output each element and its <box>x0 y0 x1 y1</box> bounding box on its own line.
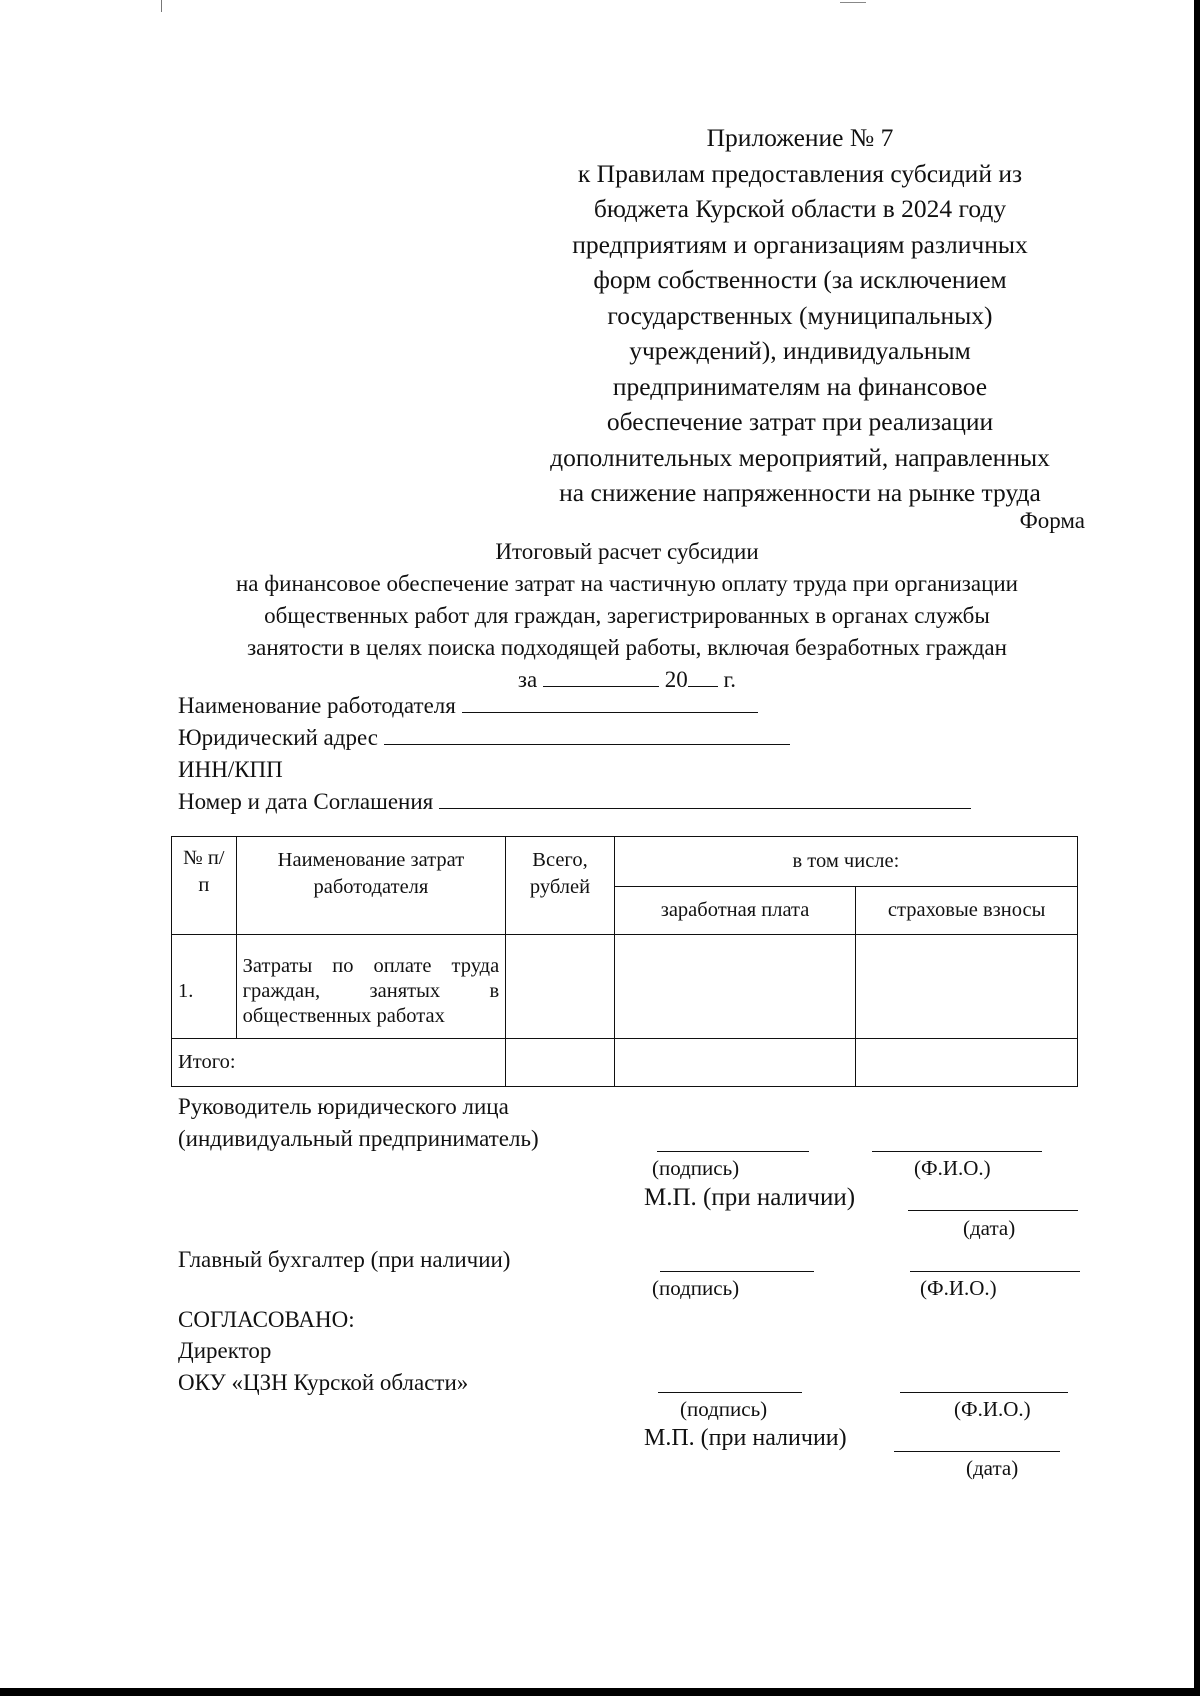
appendix-header <box>520 120 1080 511</box>
total-insurance-cell[interactable] <box>856 1039 1078 1087</box>
table-row <box>172 935 1078 1039</box>
accountant-signature-line[interactable] <box>660 1271 814 1272</box>
director-signature-caption: (подпись) <box>680 1397 768 1421</box>
head-title-line1: Руководитель юридического лица <box>178 1094 509 1119</box>
scan-border-right <box>1194 0 1200 1696</box>
scan-mark <box>840 2 866 3</box>
head-signature-line[interactable] <box>657 1151 809 1152</box>
row-salary-cell[interactable] <box>614 935 856 1039</box>
director-title: Директор <box>178 1338 272 1363</box>
accountant-fio-line[interactable] <box>910 1271 1080 1272</box>
agreement-label: Номер и дата Соглашения <box>178 789 434 814</box>
appendix-line: предприятиям и организациям различных <box>572 229 1028 259</box>
heading-line: на финансовое обеспечение затрат на частичную оплату труда при организации <box>236 571 1018 596</box>
col-number-header: № п/п <box>172 837 237 935</box>
row-number: 1. <box>172 935 237 1039</box>
row-insurance-cell[interactable] <box>856 935 1078 1039</box>
employer-label: Наименование работодателя <box>178 693 456 718</box>
address-field[interactable] <box>384 722 790 745</box>
appendix-line: обеспечение затрат при реализации <box>606 407 994 436</box>
appendix-line: дополнительных мероприятий, направленных <box>550 442 1050 472</box>
row-cost-name: Затраты по оплате труда граждан, занятых в общественных работах <box>236 935 506 1039</box>
agreement-row <box>178 786 971 818</box>
inn-row <box>178 754 971 786</box>
scan-border-bottom <box>0 1688 1200 1696</box>
appendix-line: бюджета Курской области в 2024 году <box>593 194 1007 223</box>
director-signature-line[interactable] <box>658 1392 802 1393</box>
appendix-title: Приложение № 7 <box>706 123 894 152</box>
accountant-title: Главный бухгалтер (при наличии) <box>178 1247 511 1272</box>
heading-title: Итоговый расчет субсидии <box>495 539 759 564</box>
scan-mark <box>161 0 162 12</box>
appendix-line: к Правилам предоставления субсидий из <box>577 158 1023 188</box>
head-date-caption: (дата) <box>963 1216 1016 1240</box>
organization-name: ОКУ «ЦЗН Курской области» <box>178 1370 469 1395</box>
director-date-line[interactable] <box>894 1451 1060 1452</box>
col-insurance-header: страховые взносы <box>856 887 1078 935</box>
col-name-header: Наименование затрат работодателя <box>236 837 506 935</box>
form-label: Форма <box>1019 508 1085 533</box>
row-total-cell[interactable] <box>506 935 615 1039</box>
appendix-line: форм собственности (за исключением <box>593 265 1007 294</box>
head-date-line[interactable] <box>908 1210 1078 1211</box>
director-stamp: М.П. (при наличии) <box>644 1425 847 1451</box>
employer-fields <box>178 690 971 818</box>
total-sum-cell[interactable] <box>506 1039 615 1087</box>
appendix-line: предпринимателям на финансовое <box>612 371 988 401</box>
accountant-signature-caption: (подпись) <box>652 1276 740 1300</box>
inn-label: ИНН/КПП <box>178 757 283 782</box>
cost-table <box>171 836 1078 1087</box>
appendix-line: на снижение напряженности на рынке труда <box>559 478 1041 507</box>
col-salary-header: заработная плата <box>614 887 856 935</box>
period-year-field[interactable] <box>688 664 718 687</box>
director-fio-caption: (Ф.И.О.) <box>954 1397 1031 1421</box>
address-label: Юридический адрес <box>178 725 378 750</box>
period-year-prefix: 20 <box>664 667 688 692</box>
heading-line: занятости в целях поиска подходящей работы, включая безработных граждан <box>247 635 1007 660</box>
head-signature-caption: (подпись) <box>652 1156 740 1180</box>
document-heading <box>170 536 1084 696</box>
director-fio-line[interactable] <box>900 1392 1068 1393</box>
head-stamp: М.П. (при наличии) <box>644 1184 856 1211</box>
employer-field[interactable] <box>462 690 758 713</box>
head-fio-line[interactable] <box>872 1151 1042 1152</box>
agreement-field[interactable] <box>439 786 971 809</box>
director-date-caption: (дата) <box>966 1456 1019 1480</box>
head-title-line2: (индивидуальный предприниматель) <box>178 1126 539 1151</box>
period-suffix: г. <box>723 667 737 692</box>
period-prefix: за <box>517 667 538 692</box>
total-label: Итого: <box>172 1039 506 1087</box>
heading-line: общественных работ для граждан, зарегистрированных в органах службы <box>264 603 990 628</box>
table-total-row <box>172 1039 1078 1087</box>
col-including-header: в том числе: <box>614 837 1077 887</box>
col-total-header: Всего, рублей <box>506 837 615 935</box>
address-row <box>178 722 971 754</box>
accountant-fio-caption: (Ф.И.О.) <box>920 1276 997 1300</box>
agreed-label: СОГЛАСОВАНО: <box>178 1307 355 1332</box>
period-month-field[interactable] <box>543 664 659 687</box>
table-header-row <box>172 837 1078 887</box>
head-fio-caption: (Ф.И.О.) <box>914 1156 991 1180</box>
employer-row <box>178 690 971 722</box>
appendix-line: учреждений), индивидуальным <box>629 336 971 365</box>
appendix-line: государственных (муниципальных) <box>607 300 993 330</box>
total-salary-cell[interactable] <box>614 1039 856 1087</box>
